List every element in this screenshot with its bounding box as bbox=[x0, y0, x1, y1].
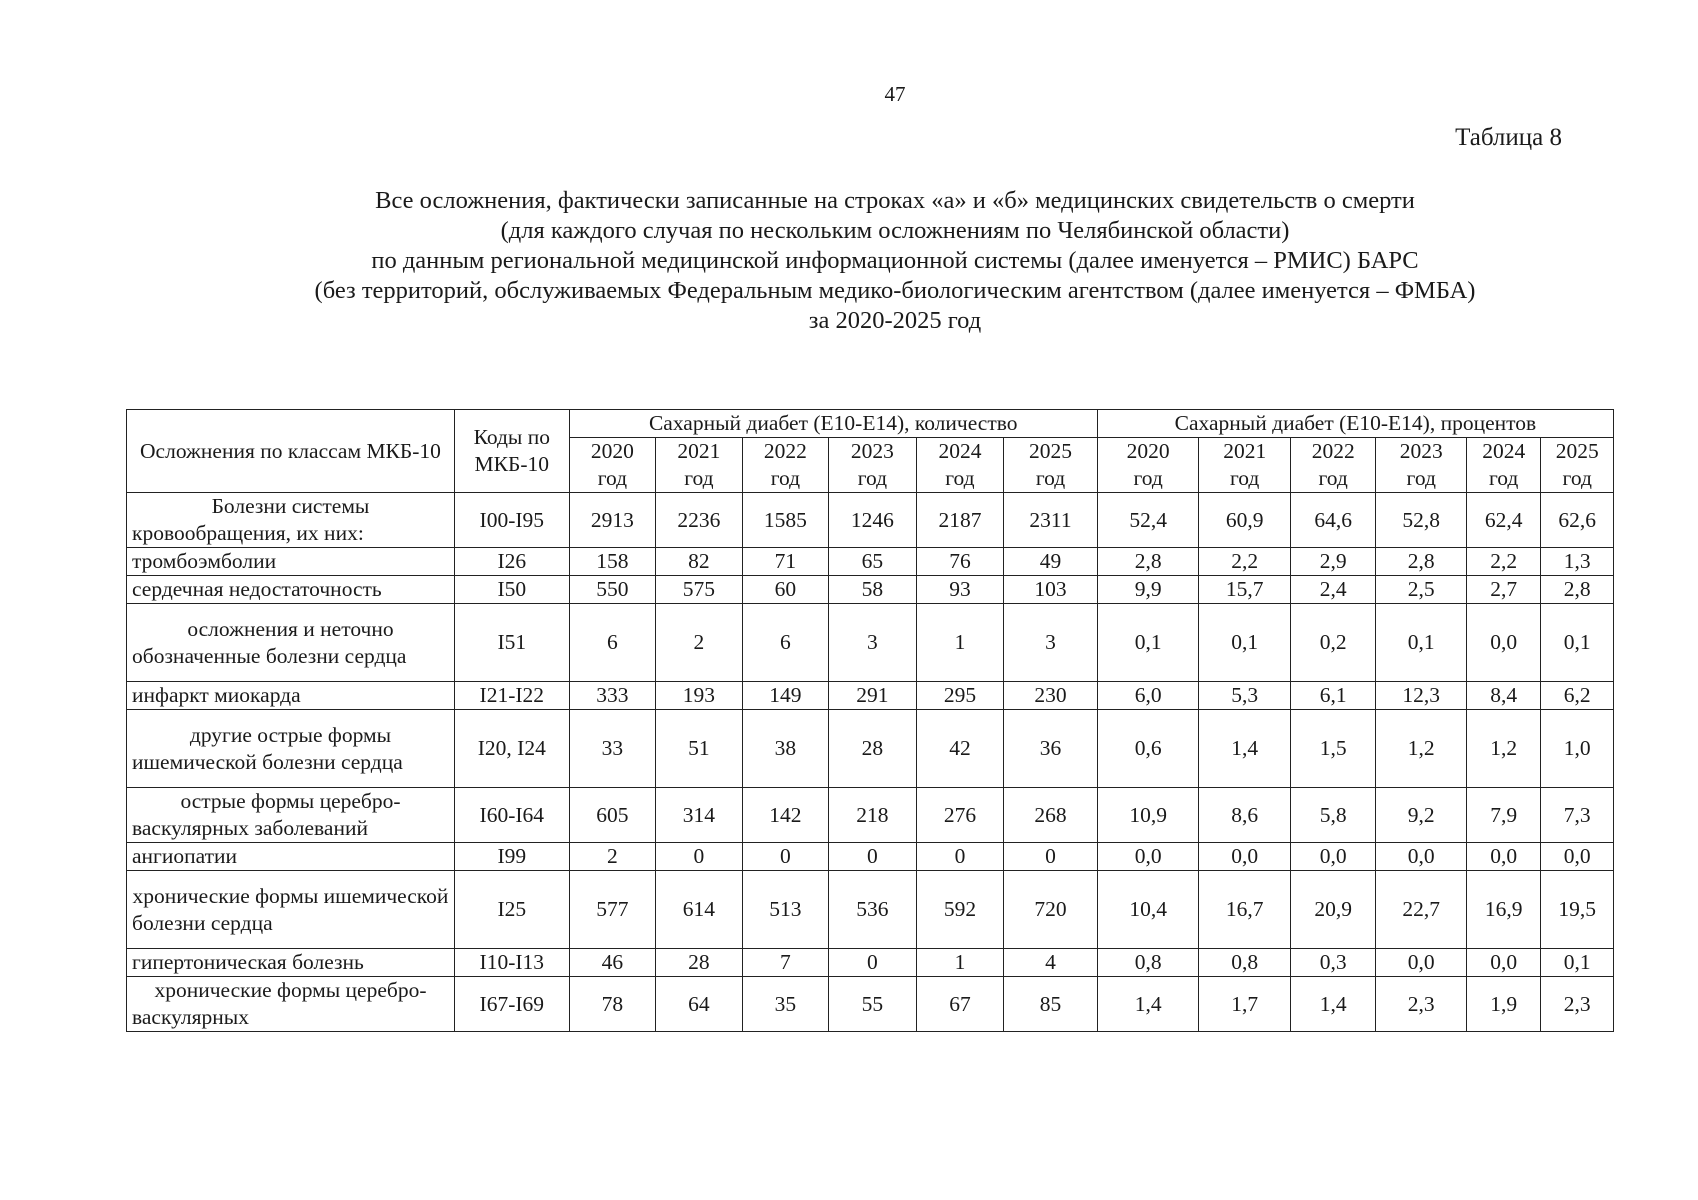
page-number: 47 bbox=[884, 82, 906, 106]
cell-count: 536 bbox=[829, 871, 917, 949]
row-icd-code: I21-I22 bbox=[454, 682, 569, 710]
table-row bbox=[127, 710, 1614, 788]
header-complication-class: Осложнения по классам МКБ-10 bbox=[127, 410, 455, 493]
header-year-unit: год bbox=[1035, 466, 1066, 490]
header-year-value: 2022 bbox=[763, 439, 807, 463]
cell-count: 46 bbox=[569, 949, 656, 977]
header-year-unit: год bbox=[597, 466, 628, 490]
cell-percent: 16,9 bbox=[1466, 871, 1540, 949]
header-year-unit: год bbox=[1230, 466, 1260, 490]
cell-percent: 5,3 bbox=[1199, 682, 1291, 710]
cell-count: 49 bbox=[1004, 548, 1098, 576]
row-icd-code: I00-I95 bbox=[454, 493, 569, 548]
header-year-value: 2025 bbox=[1555, 439, 1599, 463]
cell-count: 3 bbox=[829, 604, 917, 682]
cell-percent: 20,9 bbox=[1290, 871, 1376, 949]
row-icd-code: I50 bbox=[454, 576, 569, 604]
cell-count: 4 bbox=[1004, 949, 1098, 977]
table-row bbox=[127, 949, 1614, 977]
header-year-percent bbox=[1541, 438, 1614, 493]
header-year-percent bbox=[1199, 438, 1291, 493]
row-complication-name: гипертоническая болезнь bbox=[127, 949, 455, 977]
cell-percent: 0,0 bbox=[1290, 843, 1376, 871]
cell-count: 158 bbox=[569, 548, 656, 576]
row-icd-code: I10-I13 bbox=[454, 949, 569, 977]
cell-percent: 8,6 bbox=[1199, 788, 1291, 843]
cell-percent: 16,7 bbox=[1199, 871, 1291, 949]
cell-count: 575 bbox=[656, 576, 743, 604]
cell-count: 42 bbox=[916, 710, 1004, 788]
cell-count: 28 bbox=[656, 949, 743, 977]
header-year-value: 2021 bbox=[1223, 439, 1267, 463]
cell-percent: 0,0 bbox=[1466, 949, 1540, 977]
cell-count: 0 bbox=[829, 949, 917, 977]
row-complication-name: хронические формы церебро-васкулярных bbox=[127, 977, 455, 1032]
header-year-unit: год bbox=[770, 466, 801, 490]
cell-count: 64 bbox=[656, 977, 743, 1032]
header-year-count bbox=[829, 438, 917, 493]
cell-count: 1 bbox=[916, 949, 1004, 977]
cell-count: 550 bbox=[569, 576, 656, 604]
cell-percent: 0,1 bbox=[1376, 604, 1467, 682]
cell-percent: 22,7 bbox=[1376, 871, 1467, 949]
cell-count: 71 bbox=[742, 548, 829, 576]
cell-percent: 0,1 bbox=[1541, 604, 1614, 682]
cell-percent: 0,0 bbox=[1097, 843, 1199, 871]
row-icd-code: I51 bbox=[454, 604, 569, 682]
header-group-percent: Сахарный диабет (Е10-Е14), процентов bbox=[1097, 410, 1613, 438]
cell-count: 720 bbox=[1004, 871, 1098, 949]
cell-count: 605 bbox=[569, 788, 656, 843]
cell-count: 218 bbox=[829, 788, 917, 843]
cell-percent: 0,1 bbox=[1097, 604, 1199, 682]
header-year-count bbox=[916, 438, 1004, 493]
header-year-value: 2025 bbox=[1029, 439, 1073, 463]
cell-percent: 2,2 bbox=[1199, 548, 1291, 576]
table-row bbox=[127, 548, 1614, 576]
header-year-unit: год bbox=[945, 466, 975, 490]
row-icd-code: I60-I64 bbox=[454, 788, 569, 843]
header-year-value: 2020 bbox=[1126, 439, 1170, 463]
cell-count: 2 bbox=[656, 604, 743, 682]
header-year-value: 2021 bbox=[677, 439, 721, 463]
cell-count: 55 bbox=[829, 977, 917, 1032]
row-complication-name: инфаркт миокарда bbox=[127, 682, 455, 710]
cell-count: 295 bbox=[916, 682, 1004, 710]
header-year-unit: год bbox=[1318, 466, 1348, 490]
cell-count: 614 bbox=[656, 871, 743, 949]
complications-table bbox=[126, 409, 1614, 1032]
cell-count: 60 bbox=[742, 576, 829, 604]
cell-count: 1246 bbox=[829, 493, 917, 548]
cell-percent: 1,4 bbox=[1290, 977, 1376, 1032]
cell-percent: 0,0 bbox=[1541, 843, 1614, 871]
cell-count: 38 bbox=[742, 710, 829, 788]
cell-percent: 1,4 bbox=[1199, 710, 1291, 788]
cell-count: 268 bbox=[1004, 788, 1098, 843]
title-line: (без территорий, обслуживаемых Федеральным медико-биологическим агентством (далее именуется – ФМБА) bbox=[314, 277, 1476, 304]
header-year-value: 2024 bbox=[938, 439, 982, 463]
row-complication-name: тромбоэмболии bbox=[127, 548, 455, 576]
header-year-count bbox=[1004, 438, 1098, 493]
cell-count: 58 bbox=[829, 576, 917, 604]
table-label: Таблица 8 bbox=[1455, 124, 1562, 151]
cell-percent: 60,9 bbox=[1199, 493, 1291, 548]
cell-percent: 12,3 bbox=[1376, 682, 1467, 710]
row-complication-name: хронические формы ишемической болезни сердца bbox=[127, 871, 455, 949]
cell-count: 314 bbox=[656, 788, 743, 843]
cell-count: 2236 bbox=[656, 493, 743, 548]
cell-percent: 1,0 bbox=[1541, 710, 1614, 788]
cell-count: 93 bbox=[916, 576, 1004, 604]
cell-count: 577 bbox=[569, 871, 656, 949]
cell-count: 513 bbox=[742, 871, 829, 949]
cell-count: 85 bbox=[1004, 977, 1098, 1032]
cell-percent: 5,8 bbox=[1290, 788, 1376, 843]
title-line: (для каждого случая по нескольким осложнениям по Челябинской области) bbox=[500, 217, 1290, 244]
header-group-count: Сахарный диабет (Е10-Е14), количество bbox=[569, 410, 1097, 438]
cell-percent: 0,8 bbox=[1097, 949, 1199, 977]
cell-percent: 0,0 bbox=[1466, 843, 1540, 871]
cell-percent: 19,5 bbox=[1541, 871, 1614, 949]
header-icd-code: Коды по МКБ-10 bbox=[454, 410, 569, 493]
cell-count: 333 bbox=[569, 682, 656, 710]
cell-count: 149 bbox=[742, 682, 829, 710]
header-year-count bbox=[569, 438, 656, 493]
cell-count: 78 bbox=[569, 977, 656, 1032]
header-year-value: 2022 bbox=[1311, 439, 1355, 463]
row-complication-name: осложнения и неточно обозначенные болезни сердца bbox=[127, 604, 455, 682]
cell-percent: 6,1 bbox=[1290, 682, 1376, 710]
cell-percent: 0,1 bbox=[1541, 949, 1614, 977]
header-year-value: 2020 bbox=[590, 439, 634, 463]
cell-percent: 0,0 bbox=[1376, 843, 1467, 871]
cell-count: 51 bbox=[656, 710, 743, 788]
cell-percent: 2,8 bbox=[1097, 548, 1199, 576]
cell-percent: 7,9 bbox=[1466, 788, 1540, 843]
cell-percent: 7,3 bbox=[1541, 788, 1614, 843]
cell-count: 0 bbox=[916, 843, 1004, 871]
cell-count: 2311 bbox=[1004, 493, 1098, 548]
cell-percent: 2,8 bbox=[1376, 548, 1467, 576]
header-year-value: 2023 bbox=[1399, 439, 1443, 463]
cell-percent: 0,0 bbox=[1376, 949, 1467, 977]
cell-percent: 62,6 bbox=[1541, 493, 1614, 548]
cell-percent: 52,8 bbox=[1376, 493, 1467, 548]
header-year-count bbox=[742, 438, 829, 493]
cell-percent: 2,9 bbox=[1290, 548, 1376, 576]
cell-count: 2913 bbox=[569, 493, 656, 548]
cell-percent: 0,2 bbox=[1290, 604, 1376, 682]
row-complication-name: другие острые формы ишемической болезни сердца bbox=[127, 710, 455, 788]
cell-count: 0 bbox=[742, 843, 829, 871]
cell-percent: 0,3 bbox=[1290, 949, 1376, 977]
cell-count: 1585 bbox=[742, 493, 829, 548]
cell-count: 76 bbox=[916, 548, 1004, 576]
title-line: за 2020-2025 год bbox=[808, 307, 982, 334]
row-complication-name: Болезни системы кровообращения, их них: bbox=[127, 493, 455, 548]
title-line: Все осложнения, фактически записанные на строках «а» и «б» медицинских свидетельств о смерти bbox=[375, 187, 1415, 214]
header-year-unit: год bbox=[1562, 466, 1592, 490]
cell-count: 0 bbox=[1004, 843, 1098, 871]
cell-percent: 6,0 bbox=[1097, 682, 1199, 710]
cell-count: 230 bbox=[1004, 682, 1098, 710]
cell-percent: 2,5 bbox=[1376, 576, 1467, 604]
row-icd-code: I67-I69 bbox=[454, 977, 569, 1032]
cell-percent: 10,4 bbox=[1097, 871, 1199, 949]
cell-percent: 0,6 bbox=[1097, 710, 1199, 788]
cell-percent: 2,7 bbox=[1466, 576, 1540, 604]
header-year-value: 2024 bbox=[1482, 439, 1526, 463]
cell-count: 0 bbox=[829, 843, 917, 871]
table-row bbox=[127, 788, 1614, 843]
table-row bbox=[127, 493, 1614, 548]
header-year-value: 2023 bbox=[850, 439, 894, 463]
cell-percent: 1,7 bbox=[1199, 977, 1291, 1032]
cell-percent: 52,4 bbox=[1097, 493, 1199, 548]
cell-percent: 9,9 bbox=[1097, 576, 1199, 604]
cell-percent: 1,2 bbox=[1376, 710, 1467, 788]
cell-count: 35 bbox=[742, 977, 829, 1032]
cell-percent: 64,6 bbox=[1290, 493, 1376, 548]
cell-count: 2187 bbox=[916, 493, 1004, 548]
cell-count: 7 bbox=[742, 949, 829, 977]
cell-count: 33 bbox=[569, 710, 656, 788]
cell-count: 65 bbox=[829, 548, 917, 576]
cell-count: 36 bbox=[1004, 710, 1098, 788]
cell-count: 103 bbox=[1004, 576, 1098, 604]
table-row bbox=[127, 977, 1614, 1032]
header-year-unit: год bbox=[857, 466, 888, 490]
row-complication-name: острые формы церебро-васкулярных заболеваний bbox=[127, 788, 455, 843]
cell-count: 2 bbox=[569, 843, 656, 871]
cell-percent: 2,3 bbox=[1376, 977, 1467, 1032]
cell-percent: 2,3 bbox=[1541, 977, 1614, 1032]
cell-percent: 1,3 bbox=[1541, 548, 1614, 576]
cell-count: 82 bbox=[656, 548, 743, 576]
header-year-unit: год bbox=[1133, 466, 1163, 490]
title-line: по данным региональной медицинской информационной системы (далее именуется – РМИС) БАРС bbox=[371, 247, 1419, 274]
cell-percent: 2,4 bbox=[1290, 576, 1376, 604]
row-icd-code: I26 bbox=[454, 548, 569, 576]
cell-count: 28 bbox=[829, 710, 917, 788]
cell-percent: 62,4 bbox=[1466, 493, 1540, 548]
cell-percent: 1,5 bbox=[1290, 710, 1376, 788]
cell-percent: 2,2 bbox=[1466, 548, 1540, 576]
cell-count: 276 bbox=[916, 788, 1004, 843]
cell-percent: 1,2 bbox=[1466, 710, 1540, 788]
header-year-percent bbox=[1097, 438, 1199, 493]
cell-percent: 0,8 bbox=[1199, 949, 1291, 977]
header-year-unit: год bbox=[684, 466, 714, 490]
cell-percent: 1,9 bbox=[1466, 977, 1540, 1032]
header-year-percent bbox=[1290, 438, 1376, 493]
cell-count: 6 bbox=[569, 604, 656, 682]
cell-percent: 2,8 bbox=[1541, 576, 1614, 604]
cell-count: 3 bbox=[1004, 604, 1098, 682]
cell-count: 291 bbox=[829, 682, 917, 710]
cell-count: 0 bbox=[656, 843, 743, 871]
table-row bbox=[127, 843, 1614, 871]
table-title bbox=[140, 186, 1650, 336]
table-row bbox=[127, 682, 1614, 710]
row-icd-code: I25 bbox=[454, 871, 569, 949]
cell-count: 142 bbox=[742, 788, 829, 843]
table-row bbox=[127, 576, 1614, 604]
cell-percent: 9,2 bbox=[1376, 788, 1467, 843]
table-row bbox=[127, 871, 1614, 949]
table-row bbox=[127, 604, 1614, 682]
row-icd-code: I20, I24 bbox=[454, 710, 569, 788]
cell-percent: 0,0 bbox=[1466, 604, 1540, 682]
cell-percent: 1,4 bbox=[1097, 977, 1199, 1032]
row-complication-name: ангиопатии bbox=[127, 843, 455, 871]
header-year-unit: год bbox=[1489, 466, 1519, 490]
row-icd-code: I99 bbox=[454, 843, 569, 871]
cell-count: 67 bbox=[916, 977, 1004, 1032]
cell-count: 193 bbox=[656, 682, 743, 710]
cell-percent: 15,7 bbox=[1199, 576, 1291, 604]
cell-percent: 10,9 bbox=[1097, 788, 1199, 843]
cell-percent: 0,1 bbox=[1199, 604, 1291, 682]
cell-percent: 6,2 bbox=[1541, 682, 1614, 710]
cell-percent: 8,4 bbox=[1466, 682, 1540, 710]
header-year-percent bbox=[1376, 438, 1467, 493]
cell-count: 1 bbox=[916, 604, 1004, 682]
cell-percent: 0,0 bbox=[1199, 843, 1291, 871]
header-year-percent bbox=[1466, 438, 1540, 493]
cell-count: 6 bbox=[742, 604, 829, 682]
cell-count: 592 bbox=[916, 871, 1004, 949]
header-year-count bbox=[656, 438, 743, 493]
row-complication-name: сердечная недостаточность bbox=[127, 576, 455, 604]
header-year-unit: год bbox=[1406, 466, 1436, 490]
